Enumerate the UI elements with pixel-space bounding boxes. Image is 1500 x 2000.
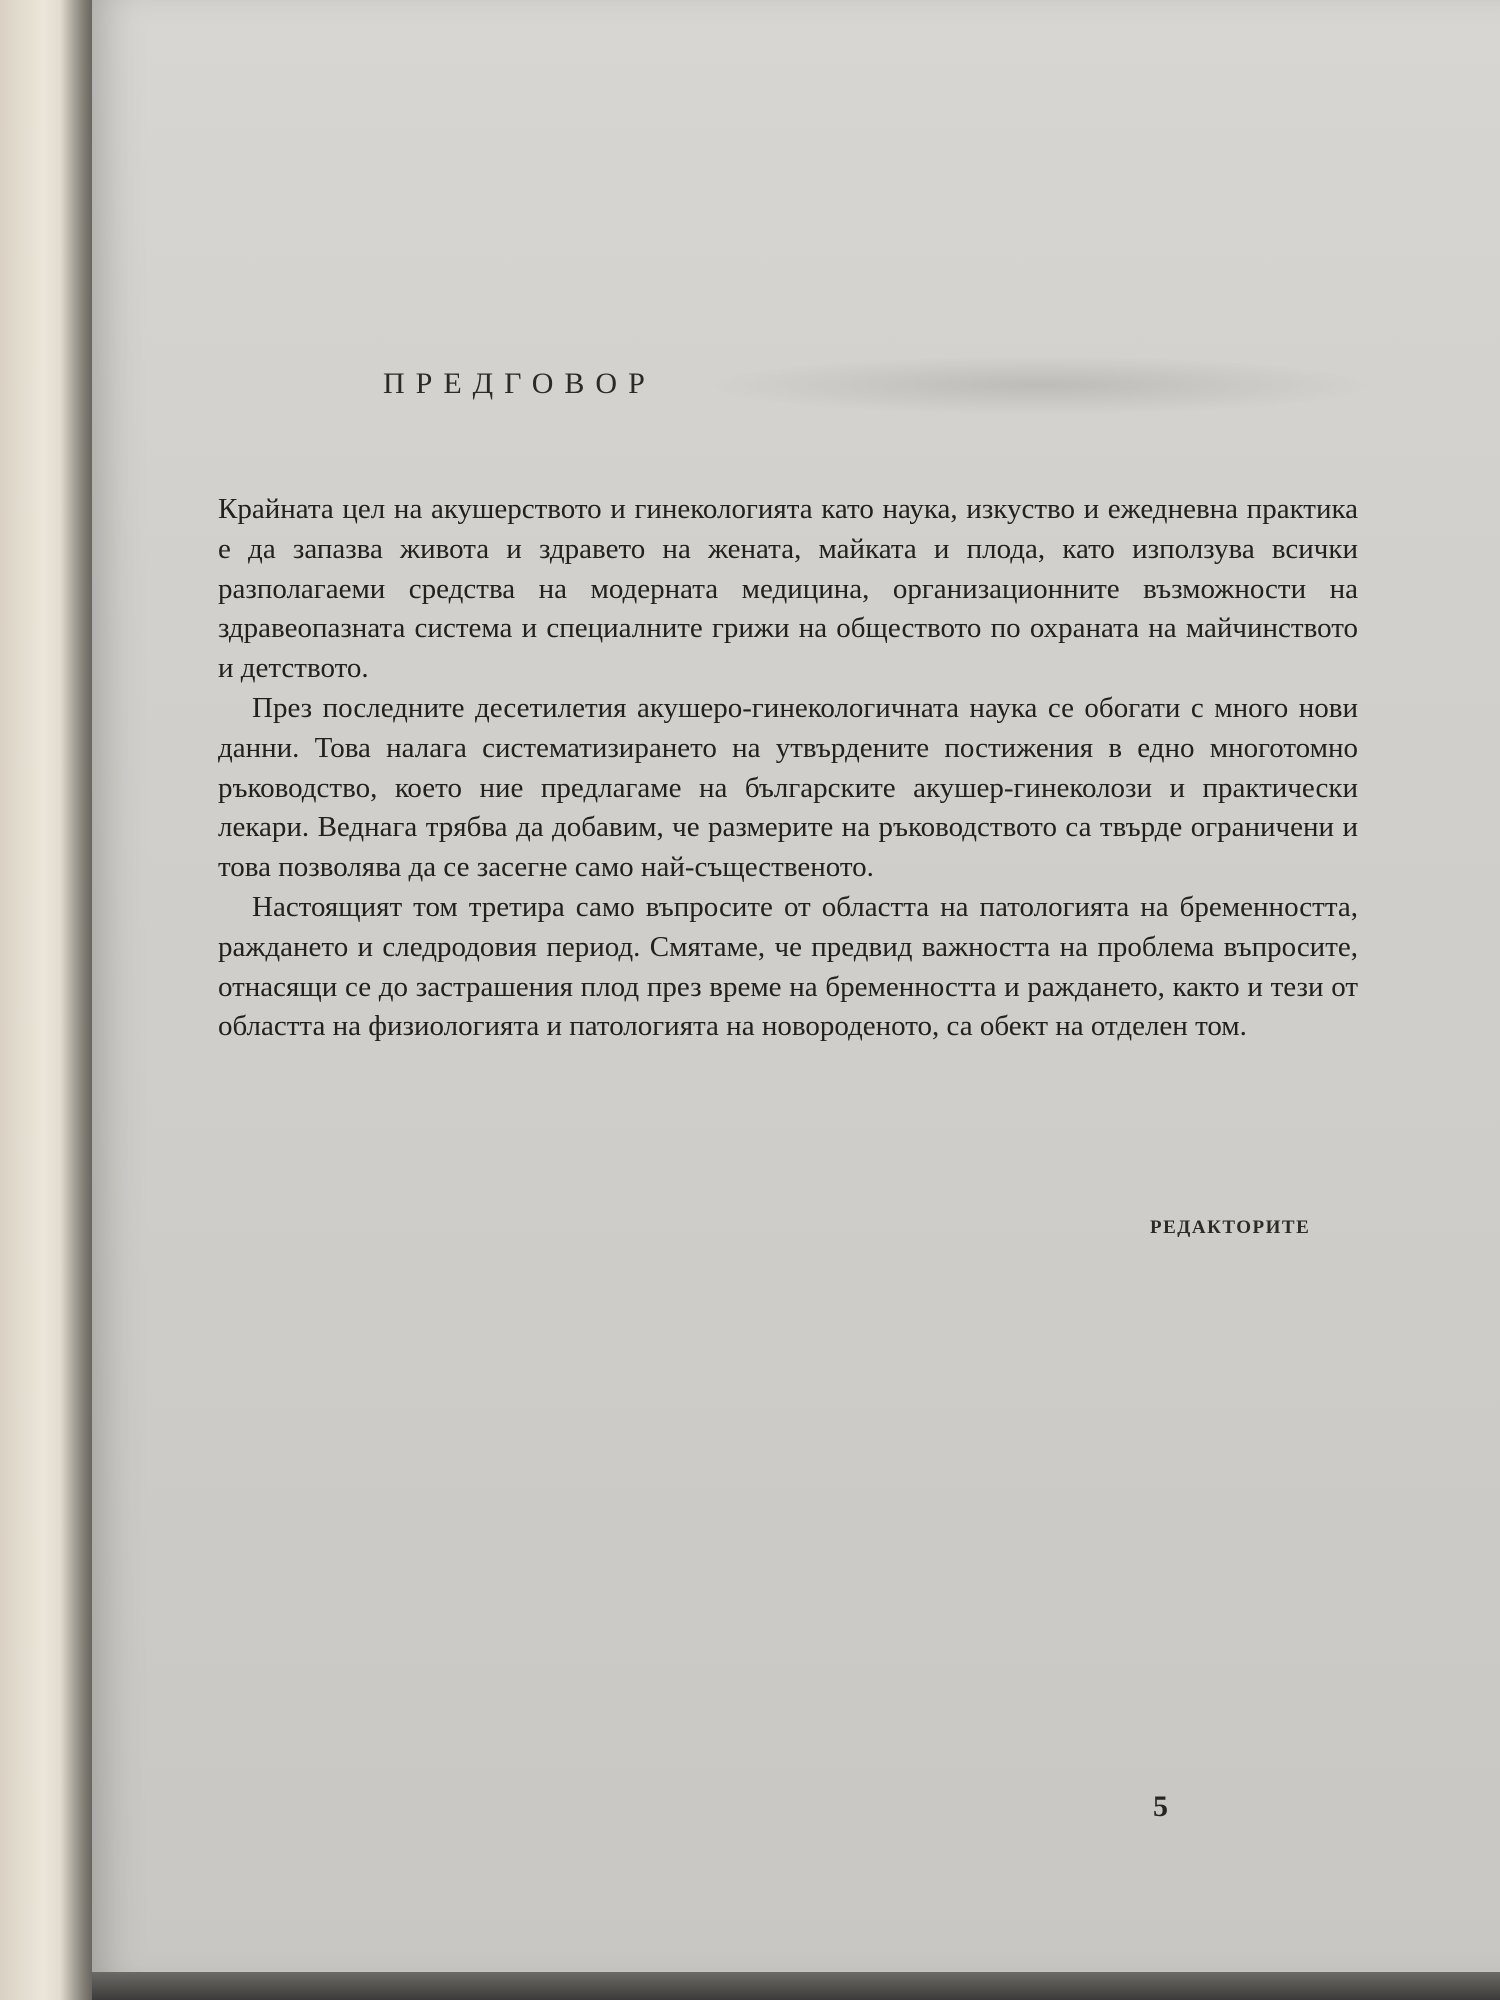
- preface-paragraph-2: През последните десетилетия акушеро-гинекологичната наука се обогати с много нови данни. Това налага систематизирането на утвърдените постижения в едно многотомно ръководство, което ние предлагаме на българските акушер-гинеколози и практически лекари. Веднага трябва да добавим, че размерите на ръководството са твърде ограничени и това позволява да се засегне само най-същественото.: [218, 691, 1358, 884]
- page-bottom-edge: [92, 1972, 1500, 2000]
- editors-signature: РЕДАКТОРИТЕ: [1150, 1217, 1311, 1238]
- preface-body: [218, 490, 1358, 1047]
- preface-paragraph-1: Крайната цел на акушерството и гинекологията като наука, изкуство и ежедневна практика е да запазва живота и здравето на жената, майката и плода, като използува всички разполагаеми средства на модерната медицина, организационните възможности на здравеопазната система и специалните грижи на обществото по охраната на майчинството и детството.: [218, 493, 1358, 685]
- page-heading: ПРЕДГОВОР: [383, 367, 656, 400]
- show-through-bleed: [700, 355, 1380, 415]
- preface-paragraph-3: Настоящият том третира само въпросите от областта на патологията на бременността, раждането и следродовия период. Смятаме, че предвид важността на проблема въпросите, отнасящи се до застрашения плод през време на бременността и раждането, както и тези от областта на физиологията и патологията на новороденото, са обект на отделен том.: [218, 890, 1358, 1043]
- page-number: 5: [1153, 1790, 1168, 1823]
